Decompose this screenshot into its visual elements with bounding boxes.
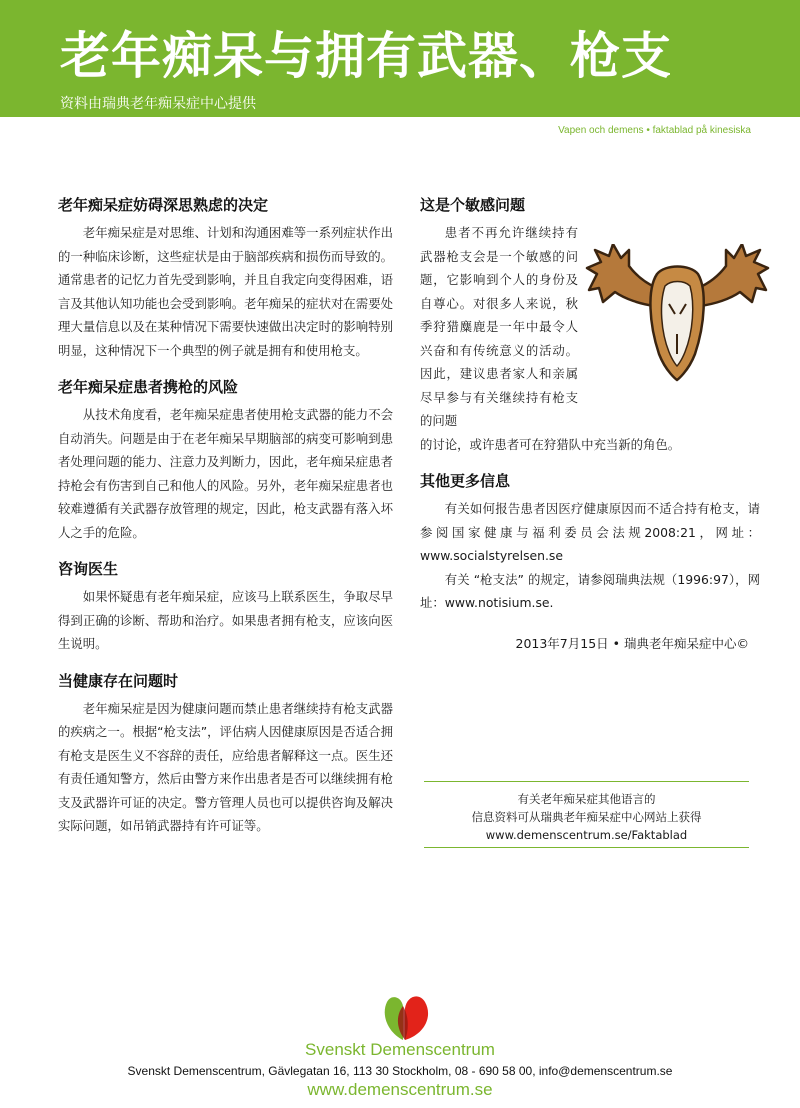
section-health-problems bbox=[58, 670, 393, 838]
moose-antler-trophy-icon bbox=[585, 244, 770, 394]
document-tagline: Vapen och demens • faktablad på kinesiska bbox=[558, 125, 751, 136]
section-body: 如果怀疑患有老年痴呆症，应该马上联系医生，争取尽早得到正确的诊断、帮助和治疗。如果患者拥有枪支，应该向医生说明。 bbox=[58, 589, 393, 651]
info-line-1: 有关老年痴呆症其他语言的 bbox=[517, 792, 656, 806]
section-heading: 当健康存在问题时 bbox=[58, 671, 179, 690]
section-body-continued: 的讨论，或许患者可在狩猎队中充当新的角色。 bbox=[420, 436, 681, 452]
website-link[interactable]: www.demenscentrum.se bbox=[307, 1080, 493, 1099]
language-info-box bbox=[424, 790, 749, 844]
date-credit: 2013年7月15日 • 瑞典老年痴呆症中心© bbox=[515, 636, 749, 651]
left-column bbox=[58, 194, 393, 852]
info-paragraph-2: 有关 “枪支法” 的规定，请参阅瑞典法规（1996:97），网址：www.notisium.se. bbox=[420, 571, 760, 610]
page-subtitle: 资料由瑞典老年痴呆症中心提供 bbox=[60, 96, 256, 112]
demenscentrum-logo-icon bbox=[381, 992, 431, 1042]
section-consult-doctor bbox=[58, 558, 393, 656]
section-body: 从技术角度看，老年痴呆症患者使用枪支武器的能力不会自动消失。问题是由于在老年痴呆早期脑部的病变可影响到患者处理问题的能力、注意力及判断力，因此，老年痴呆症患者持枪会有伤害到自己和他人的风险。另外，老年痴呆症患者也较难遵循有关武器存放管理的规定，因此，枪支武器有落入坏人之手的危险。 bbox=[58, 407, 393, 540]
info-paragraph-1: 有关如何报告患者因医疗健康原因而不适合持有枪支，请参阅国家健康与福利委员会法规2008:21，网址：www.socialstyrelsen.se bbox=[420, 501, 760, 563]
section-body: 老年痴呆症是对思维、计划和沟通困难等一系列症状作出的一种临床诊断，这些症状是由于脑部疾病和损伤而导致的。通常患者的记忆力首先受到影响，并且自我定向变得困难，语言及其他认知功能也会受到影响。老年痴呆的症状对在需要处理大量信息以及在某种情况下需要快速做出决定时的影响特别明显，这种情况下一个典型的例子就是拥有和使用枪支。 bbox=[58, 225, 393, 358]
section-heading: 这是个敏感问题 bbox=[420, 196, 526, 214]
section-heading: 老年痴呆症患者携枪的风险 bbox=[58, 378, 239, 396]
section-dementia-decisions bbox=[58, 194, 393, 362]
page-title: 老年痴呆与拥有武器、枪支 bbox=[60, 27, 672, 85]
brand-name: Svenskt Demenscentrum bbox=[305, 1040, 495, 1059]
header-banner bbox=[0, 0, 800, 117]
section-heading: 老年痴呆症妨碍深思熟虑的决定 bbox=[58, 196, 269, 214]
section-gun-risk bbox=[58, 376, 393, 544]
contact-address: Svenskt Demenscentrum, Gävlegatan 16, 113 30 Stockholm, 08 - 690 58 00, info@demenscentrum.se bbox=[127, 1064, 673, 1078]
divider-top bbox=[424, 781, 749, 782]
info-link: www.demenscentrum.se/Faktablad bbox=[485, 828, 688, 842]
info-line-2: 信息资料可从瑞典老年痴呆症中心网站上获得 bbox=[471, 810, 702, 824]
section-more-info bbox=[420, 470, 760, 615]
section-heading: 咨询医生 bbox=[58, 560, 119, 578]
divider-bottom bbox=[424, 847, 749, 848]
section-body: 老年痴呆症是因为健康问题而禁止患者继续持有枪支武器的疾病之一。根据“枪支法”，评估病人因健康原因是否适合拥有枪支是医生义不容辞的责任，应给患者解释这一点。医生还有责任通知警方，然后由警方来作出患者是否可以继续拥有枪支及武器许可证的决定。警方管理人员也可以提供咨询及解决实际问题，如吊销武器持有许可证等。 bbox=[58, 700, 393, 833]
section-heading: 其他更多信息 bbox=[420, 472, 511, 490]
section-body-wrapped: 患者不再允许继续持有武器枪支会是一个敏感的问题，它影响到个人的身份及自尊心。对很多人来说，秋季狩猎麋鹿是一年中最令人兴奋和有传统意义的活动。因此，建议患者家人和亲属尽早参与有关继续持有枪支的问题 bbox=[420, 225, 578, 428]
